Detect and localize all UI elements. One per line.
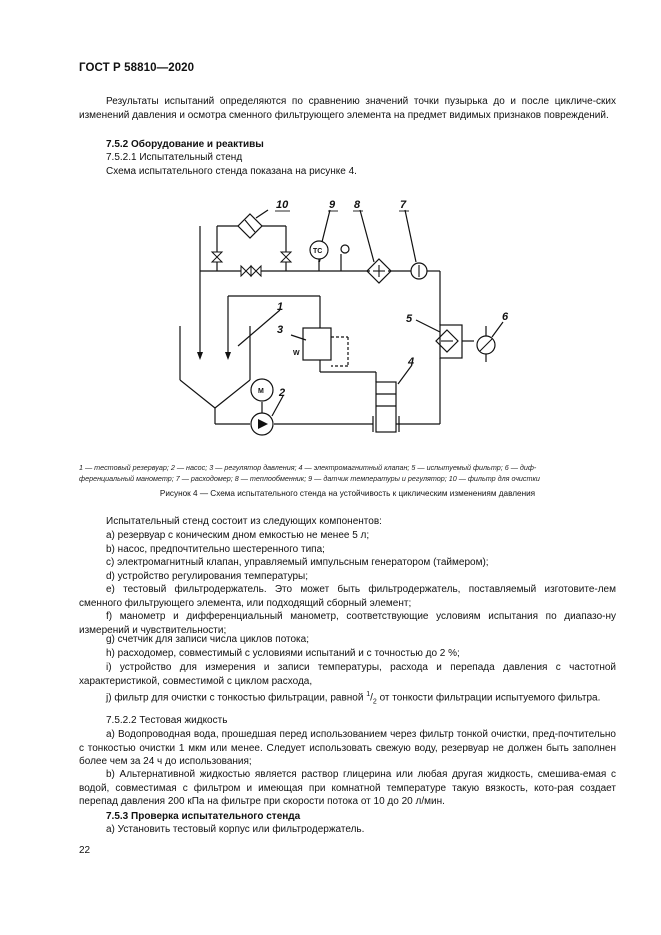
document-header: ГОСТ Р 58810—2020	[79, 62, 195, 74]
label-7: 7	[400, 199, 407, 211]
component-j-text-after: от тонкости фильтрации испытуемого фильтра.	[379, 692, 601, 704]
test-fluid-a: а) Водопроводная вода, прошедшая перед использованием через фильтр тонкой очистки, пред-почтительно с тонкостью очистки 1 мкм или менее. Следует использовать свежую воду, резервуар не должен быть заполнен более чем за 24 ч до использования;	[79, 729, 616, 768]
subsection-heading-7-5-2-2: 7.5.2.2 Тестовая жидкость	[106, 715, 228, 726]
test-fluid-b: b) Альтернативной жидкостью является раствор глицерина или любая другая жидкость, смешива-емая с водой, совместимая с фильтром и имеющая при комнатной температуре такую вязкость, кото-рая создает перепад давления 200 кПа на фильтре при скорости потока от 10 до 20 л/мин.	[79, 769, 616, 808]
component-f: f) манометр и дифференциальный манометр, соответствующие условиям испытания по диапазо-ну измерений и чувствительности;	[79, 611, 616, 636]
component-b: b) насос, предпочтительно шестеренного типа;	[106, 544, 325, 555]
label-5: 5	[406, 313, 413, 325]
figure-title: Рисунок 4 — Схема испытательного стенда на устойчивость к циклическим изменениям давления	[159, 489, 536, 498]
component-a: а) резервуар с коническим дном емкостью не менее 5 л;	[106, 530, 370, 541]
tc-symbol-label: ТС	[313, 248, 323, 255]
label-1: 1	[277, 301, 284, 313]
motor-symbol-label: М	[258, 388, 264, 395]
component-c: c) электромагнитный клапан, управляемый импульсным генератором (таймером);	[106, 557, 489, 568]
w-symbol-label: W	[293, 350, 300, 357]
component-g: g) счетчик для записи числа циклов потока;	[106, 634, 309, 645]
section-heading-7-5-2: 7.5.2 Оборудование и реактивы	[106, 139, 264, 150]
component-j-text-before: j) фильтр для очистки с тонкостью фильтрации, равной	[106, 692, 364, 704]
fraction-numerator: 1	[366, 691, 371, 698]
component-d: d) устройство регулирования температуры;	[106, 571, 309, 582]
label-9: 9	[329, 199, 336, 211]
subsection-heading-7-5-2-1: 7.5.2.1 Испытательный стенд	[106, 152, 243, 163]
component-e: e) тестовый фильтродержатель. Это может быть фильтродержатель, поставляемый изготовите-лем сменного фильтрующего элемента, или подходящий сборный элемент;	[79, 584, 616, 609]
label-3: 3	[277, 324, 284, 336]
check-step-a: а) Установить тестовый корпус или фильтродержатель.	[106, 824, 365, 835]
label-10: 10	[276, 199, 289, 211]
component-j: j) фильтр для очистки с тонкостью фильтрации, равной $^1/_2$ от тонкости фильтрации испытуемого фильтра.	[106, 691, 601, 706]
page-number: 22	[79, 845, 91, 856]
intro-paragraph: Результаты испытаний определяются по сравнению значений точки пузырька до и после цикличе-ских изменений давления и осмотра сменного фильтрующего элемента на предмет видимых признаков повреждений.	[79, 96, 616, 121]
component-i: i) устройство для измерения и записи температуры, расхода и перепада давления с частотной характеристикой, совместимой с циклом расхода,	[79, 662, 616, 687]
test-stand-diagram	[0, 190, 661, 445]
fraction-denominator: 2	[372, 698, 377, 706]
label-8: 8	[354, 199, 361, 211]
scheme-reference-text: Схема испытательного стенда показана на рисунке 4.	[106, 166, 357, 177]
label-2: 2	[279, 387, 286, 399]
section-heading-7-5-3: 7.5.3 Проверка испытательного стенда	[106, 811, 301, 822]
figure-legend-line-1: 1 — тестовый резервуар; 2 — насос; 3 — регулятор давления; 4 — электромагнитный клапан; 5 — испытуемый фильтр; 6 — диф-	[79, 463, 537, 472]
figure-legend-line-2: ференциальный манометр; 7 — расходомер; 8 — теплообменник; 9 — датчик температуры и регулятор; 10 — фильтр для очистки	[79, 474, 540, 483]
label-4: 4	[408, 356, 415, 368]
component-h: h) расходомер, совместимый с условиями испытаний и с точностью до 2 %;	[106, 648, 460, 659]
label-6: 6	[502, 311, 509, 323]
components-intro: Испытательный стенд состоит из следующих компонентов:	[106, 516, 382, 527]
